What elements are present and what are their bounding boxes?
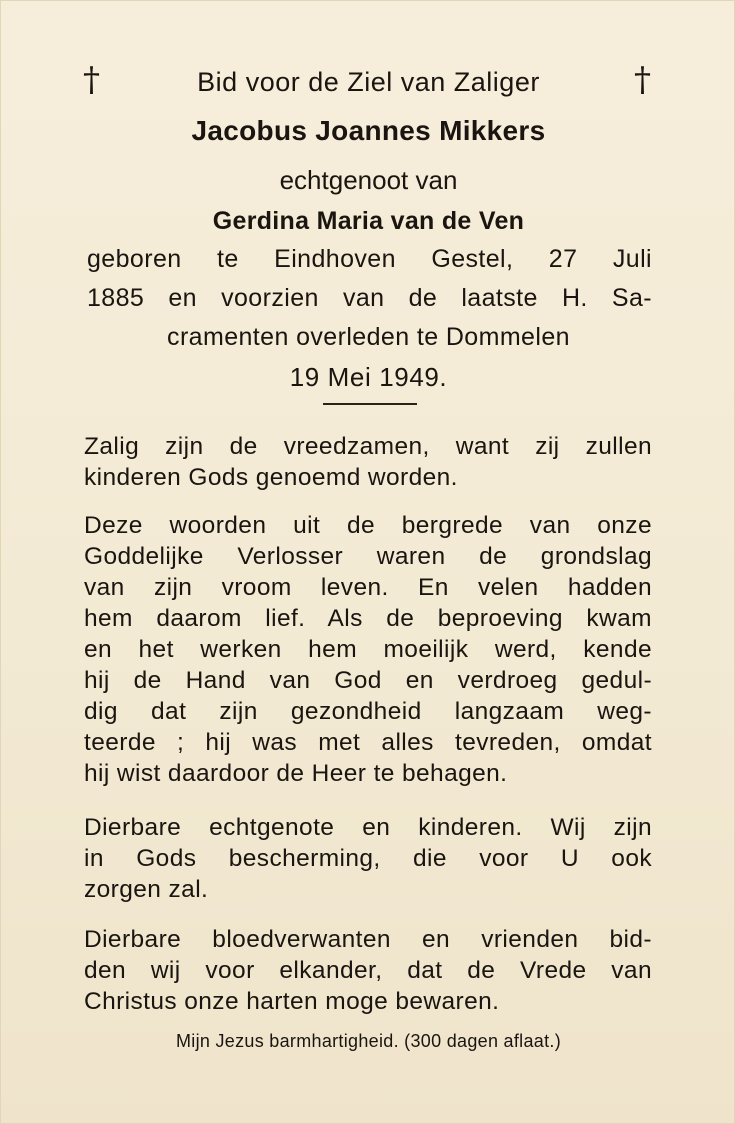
bio-line-1: geboren te Eindhoven Gestel, 27 Juli bbox=[87, 245, 652, 273]
divider bbox=[323, 403, 417, 405]
intro-line: Bid voor de Ziel van Zaliger bbox=[197, 67, 540, 97]
deceased-name: Jacobus Joannes Mikkers bbox=[191, 115, 546, 146]
paragraph-relatives bbox=[84, 924, 652, 1017]
text-line: Deze woorden uit de bergrede van onze bbox=[84, 512, 652, 539]
text-line: en het werken hem moeilijk werd, kende bbox=[84, 636, 652, 663]
text-line: kinderen Gods genoemd worden. bbox=[84, 464, 458, 491]
text-line: teerde ; hij was met alles tevreden, omdat bbox=[84, 729, 652, 756]
spouse-label: echtgenoot van bbox=[279, 165, 458, 195]
text-line: hij de Hand van God en verdroeg gedul- bbox=[84, 667, 652, 694]
text-line: Zalig zijn de vreedzamen, want zij zullen bbox=[84, 433, 652, 460]
bio-line-2: 1885 en voorzien van de laatste H. Sa- bbox=[87, 284, 652, 312]
paragraph-family bbox=[84, 812, 652, 905]
text-line: dig dat zijn gezondheid langzaam weg- bbox=[84, 698, 652, 725]
prayer-footer: Mijn Jezus barmhartigheid. (300 dagen aflaat.) bbox=[175, 1031, 561, 1051]
text-line: Christus onze harten moge bewaren. bbox=[84, 988, 500, 1015]
spouse-name: Gerdina Maria van de Ven bbox=[212, 207, 525, 235]
text-line: van zijn vroom leven. En velen hadden bbox=[84, 574, 652, 601]
death-date: 19 Mei 1949. bbox=[289, 362, 448, 392]
paragraph-beatitude bbox=[84, 431, 652, 493]
text-line: hem daarom lief. Als de beproeving kwam bbox=[84, 605, 652, 632]
cross-icon-left: † bbox=[83, 60, 100, 100]
text-line: den wij voor elkander, dat de Vrede van bbox=[84, 957, 652, 984]
bio-line-3: cramenten overleden te Dommelen bbox=[167, 323, 570, 351]
text-line: hij wist daardoor de Heer te behagen. bbox=[84, 760, 508, 787]
text-line: zorgen zal. bbox=[84, 876, 209, 903]
cross-icon-right: † bbox=[634, 60, 651, 100]
text-line: Dierbare echtgenote en kinderen. Wij zijn bbox=[84, 814, 652, 841]
text-line: Dierbare bloedverwanten en vrienden bid- bbox=[84, 926, 652, 953]
paragraph-life bbox=[84, 510, 652, 789]
text-line: Goddelijke Verlosser waren de grondslag bbox=[84, 543, 652, 570]
text-line: in Gods bescherming, die voor U ook bbox=[84, 845, 652, 872]
